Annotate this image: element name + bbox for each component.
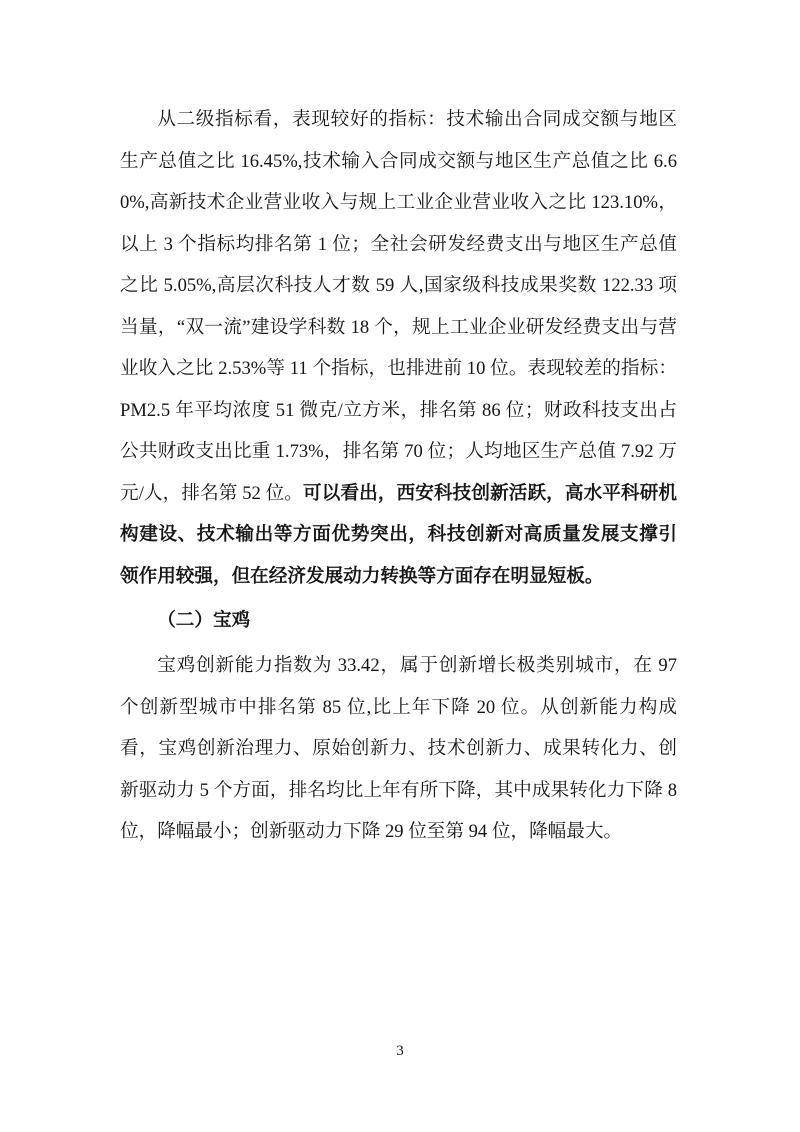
paragraph-xian-normal-text: 从二级指标看，表现较好的指标：技术输出合同成交额与地区生产总值之比 16.45%,技术输入合同成交额与地区生产总值之比 6.60%,高新技术企业营业收入与规上工业企业营业收入之比 123.10%，以上 3 个指标均排名第 1 位；全社会研发经费支出与地区生产总值之比 5.05%,高层次科技人才数 59 人,国家级科技成果奖数 122.33 项当量，“双一流”建设学科数 18 个，规上工业企业研发经费支出与营业收入之比 2.53%等 11 个指标，也排进前 10 位。表现较差的指标：PM2.5 年平均浓度 51 微克/立方米，排名第 86 位；财政科技支出占公共财政支出比重 1.73%，排名第 70 位；人均地区生产总值 7.92 万元/人，排名第 52 位。 [120, 109, 677, 504]
section-heading-baoji: （二）宝鸡 [157, 610, 251, 631]
paragraph-xian-bold-conclusion-text: 可以看出，西安科技创新活跃，高水平科研机构建设、技术输出等方面优势突出，科技创新对高质量发展支撑引领作用较强，但在经济发展动力转换等方面存在明显短板。 [120, 482, 677, 587]
document-body [120, 99, 677, 853]
paragraph-baoji-innovation-index: 宝鸡创新能力指数为 33.42，属于创新增长极类别城市，在 97 个创新型城市中排名第 85 位,比上年下降 20 位。从创新能力构成看，宝鸡创新治理力、原始创新力、技术创新力、成果转化力、创新驱动力 5 个方面，排名均比上年有所下降，其中成果转化力下降 8 位，降幅最小；创新驱动力下降 29 位至第 94 位，降幅最大。 [120, 655, 677, 842]
page-number: 3 [396, 1043, 404, 1059]
paragraph-xian-secondary-indicators [120, 99, 677, 597]
